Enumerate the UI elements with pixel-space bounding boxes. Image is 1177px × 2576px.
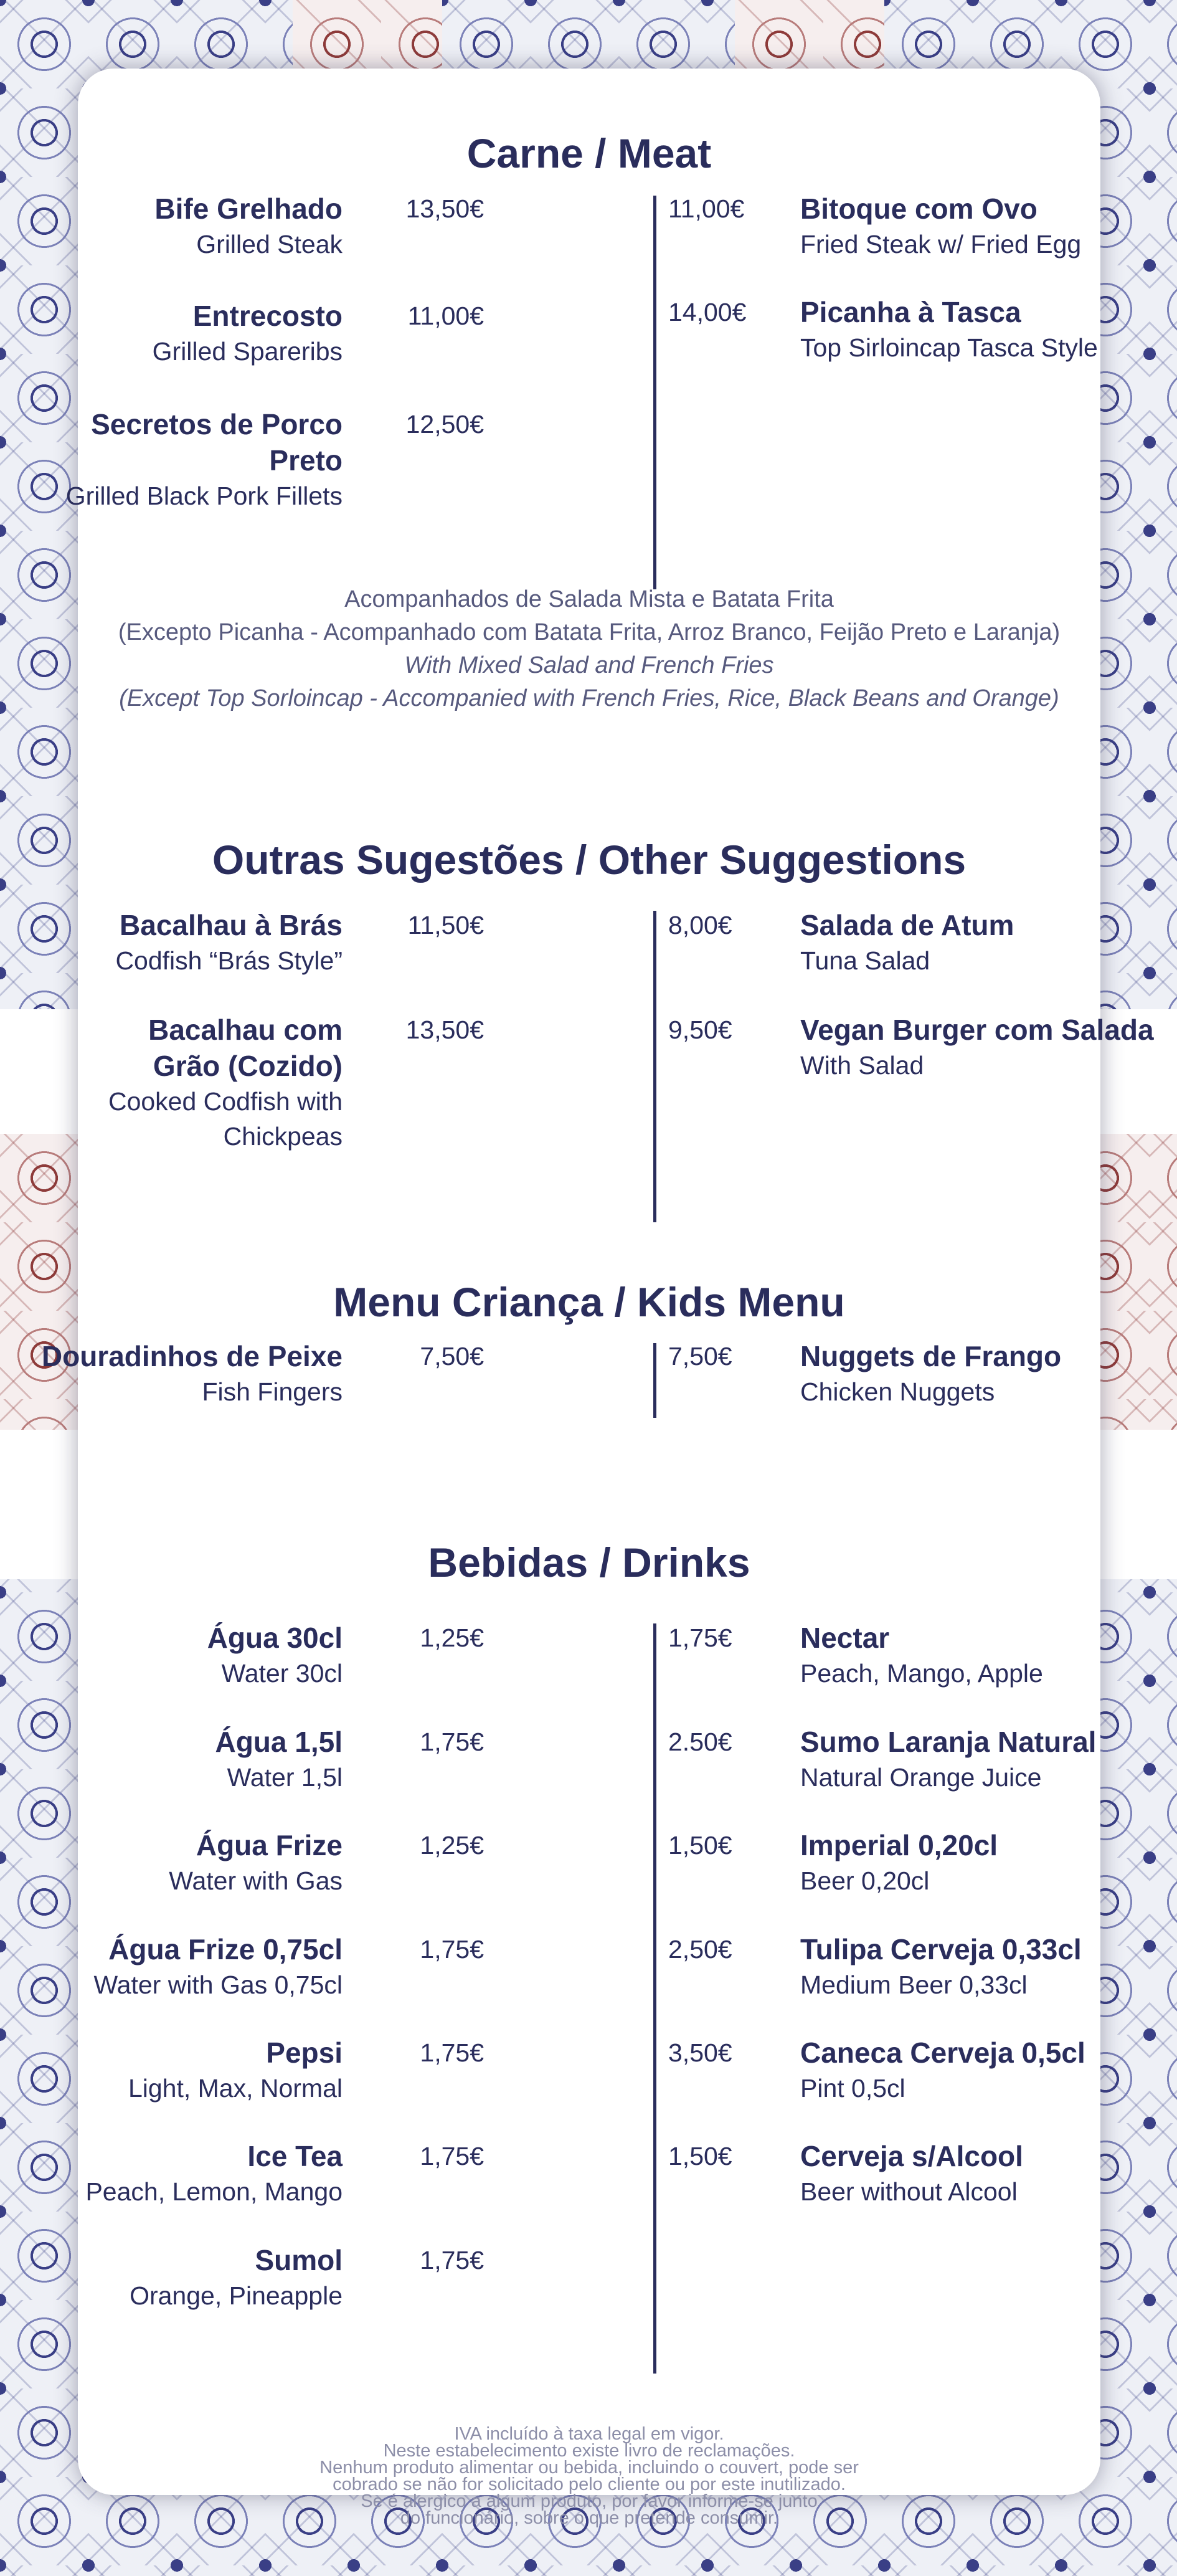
menu-card [41,69,1154,2528]
item-price: 1,75€ [420,1935,484,1964]
menu-item-douradinhos-de-peixe [0,1338,343,1409]
item-price: 11,00€ [668,194,745,223]
footer-line: cobrado se não for solicitado pelo cliente ou por este inutilizado. [333,2474,846,2494]
item-name: Secretos de Porco Preto [91,408,343,477]
item-name: Cerveja s/Alcool [800,2140,1023,2172]
item-desc: Grilled Spareribs [152,337,343,366]
item-desc: Water with Gas [169,1866,343,1895]
menu-item-caneca-cerveja [800,2035,1174,2106]
item-name: Bitoque com Ovo [800,192,1038,225]
item-price: 1,75€ [420,2246,484,2274]
menu-item-bacalhau-com-grao [106,1012,343,1154]
item-name: Vegan Burger com Salada [800,1014,1154,1046]
footer-line: Neste estabelecimento existe livro de reclamações. [383,2441,795,2461]
item-desc: Tuna Salad [800,946,930,975]
item-desc: Top Sirloincap Tasca Style [800,333,1098,362]
item-price: 7,50€ [668,1342,732,1371]
meat-note [78,583,1100,715]
section-title-meat: Carne / Meat [466,130,712,176]
menu-item-entrecosto [0,298,343,369]
item-desc: Grilled Black Pork Fillets [65,482,343,510]
section-title-drinks: Bebidas / Drinks [428,1539,750,1585]
item-name: Água Frize [196,1829,343,1861]
divider-meat [653,196,656,589]
item-desc: Codfish “Brás Style” [115,946,343,975]
item-price: 1,75€ [420,1728,484,1756]
item-price: 3,50€ [668,2038,732,2067]
item-desc: Chicken Nuggets [800,1377,995,1406]
divider-suggestions [653,911,656,1222]
item-desc: Orange, Pineapple [130,2281,343,2310]
item-price: 9,50€ [668,1015,732,1044]
item-name: Bacalhau à Brás [120,909,343,941]
item-name: Bife Grelhado [154,192,343,225]
menu-item-agua-30cl [0,1620,343,1691]
item-price: 1,50€ [668,2142,732,2170]
item-price: 8,00€ [668,911,732,939]
item-name: Entrecosto [192,300,343,332]
item-name: Água Frize 0,75cl [108,1933,343,1965]
item-name: Nectar [800,1622,890,1654]
item-name: Água 30cl [207,1622,343,1654]
footer-line: Nenhum produto alimentar ou bebida, incluindo o couvert, pode ser [319,2458,859,2478]
item-name: Sumo Laranja Natural [800,1726,1097,1758]
item-desc: Water with Gas 0,75cl [93,1970,343,1999]
item-price: 14,00€ [668,298,747,326]
menu-item-ice-tea [0,2138,343,2209]
footer-line: do funcionário, sobre o que pretende consumir. [400,2508,778,2528]
tile-border-top-red-left [293,0,442,69]
item-name: Água 1,5l [215,1726,343,1758]
menu-item-bitoque-com-ovo [800,191,1174,262]
item-name: Salada de Atum [800,909,1014,941]
menu-item-bife-grelhado [0,191,343,262]
menu-item-sumol [0,2242,343,2313]
item-price: 11,00€ [407,302,484,330]
item-price: 1,25€ [420,1623,484,1652]
item-desc: Peach, Lemon, Mango [85,2177,343,2206]
item-desc: Light, Max, Normal [128,2074,343,2103]
menu-item-salada-de-atum [800,907,1174,978]
item-desc: Fried Steak w/ Fried Egg [800,230,1082,259]
item-desc: Beer 0,20cl [800,1866,930,1895]
menu-item-tulipa-cerveja [800,1931,1174,2002]
item-name: Caneca Cerveja 0,5cl [800,2037,1085,2069]
menu-item-vegan-burger [800,1012,1174,1083]
item-price: 13,50€ [405,194,484,223]
item-price: 2,50€ [668,1935,732,1964]
item-name: Picanha à Tasca [800,296,1021,328]
item-desc: Water 1,5l [227,1763,343,1792]
menu-item-sumo-laranja-natural [800,1724,1174,1795]
footer-line: Se é alergico a algum produto, por favor informe-se junto [361,2491,818,2511]
item-price: 1,75€ [668,1623,732,1652]
menu-item-pepsi [0,2035,343,2106]
item-name: Nuggets de Frango [800,1340,1062,1372]
menu-item-cerveja-sem-alcool [800,2138,1174,2209]
menu-item-nuggets-de-frango [800,1338,1174,1409]
item-price: 1,50€ [668,1831,732,1860]
item-name: Bacalhau com Grão (Cozido) [148,1014,343,1082]
note-line: With Mixed Salad and French Fries [404,652,774,678]
footer-line: IVA incluído à taxa legal em vigor. [454,2424,724,2444]
item-price: 1,75€ [420,2038,484,2067]
menu-item-bacalhau-a-bras [0,907,343,978]
section-title-suggestions: Outras Sugestões / Other Suggestions [212,837,967,883]
divider-kids [653,1343,656,1418]
note-line: (Except Top Sorloincap - Accompanied with French Fries, Rice, Black Beans and Orange) [119,685,1059,711]
menu-item-picanha-a-tasca [800,294,1174,365]
item-price: 7,50€ [420,1342,484,1371]
menu-item-secretos-de-porco-preto [19,406,343,513]
menu-item-imperial [800,1827,1174,1898]
menu-item-agua-frize [0,1827,343,1898]
menu-item-agua-1-5l [0,1724,343,1795]
menu-item-nectar [800,1620,1174,1691]
legal-footer [78,2426,1100,2527]
note-line: Acompanhados de Salada Mista e Batata Frita [344,586,834,612]
item-desc: Grilled Steak [196,230,343,259]
item-desc: Peach, Mango, Apple [800,1659,1043,1688]
item-name: Douradinhos de Peixe [41,1340,343,1372]
item-desc: With Salad [800,1051,924,1080]
item-price: 2.50€ [668,1728,732,1756]
section-title-kids: Menu Criança / Kids Menu [333,1279,845,1325]
item-name: Ice Tea [247,2140,343,2172]
item-price: 11,50€ [407,911,484,939]
item-desc: Water 30cl [221,1659,343,1688]
item-desc: Cooked Codfish with Chickpeas [108,1087,343,1151]
item-desc: Fish Fingers [202,1377,343,1406]
item-name: Pepsi [266,2037,343,2069]
item-price: 1,75€ [420,2142,484,2170]
item-desc: Medium Beer 0,33cl [800,1970,1028,1999]
note-line: (Excepto Picanha - Acompanhado com Batata Frita, Arroz Branco, Feijão Preto e Laranja) [118,619,1061,645]
item-name: Tulipa Cerveja 0,33cl [800,1933,1082,1965]
item-desc: Beer without Alcool [800,2177,1018,2206]
menu-item-agua-frize-075 [0,1931,343,2002]
item-name: Imperial 0,20cl [800,1829,998,1861]
item-desc: Natural Orange Juice [800,1763,1042,1792]
divider-drinks [653,1623,656,2374]
item-price: 12,50€ [405,410,484,439]
item-price: 13,50€ [405,1015,484,1044]
item-name: Sumol [255,2244,343,2276]
tile-border-top-red-right [735,0,884,69]
item-desc: Pint 0,5cl [800,2074,905,2103]
item-price: 1,25€ [420,1831,484,1860]
